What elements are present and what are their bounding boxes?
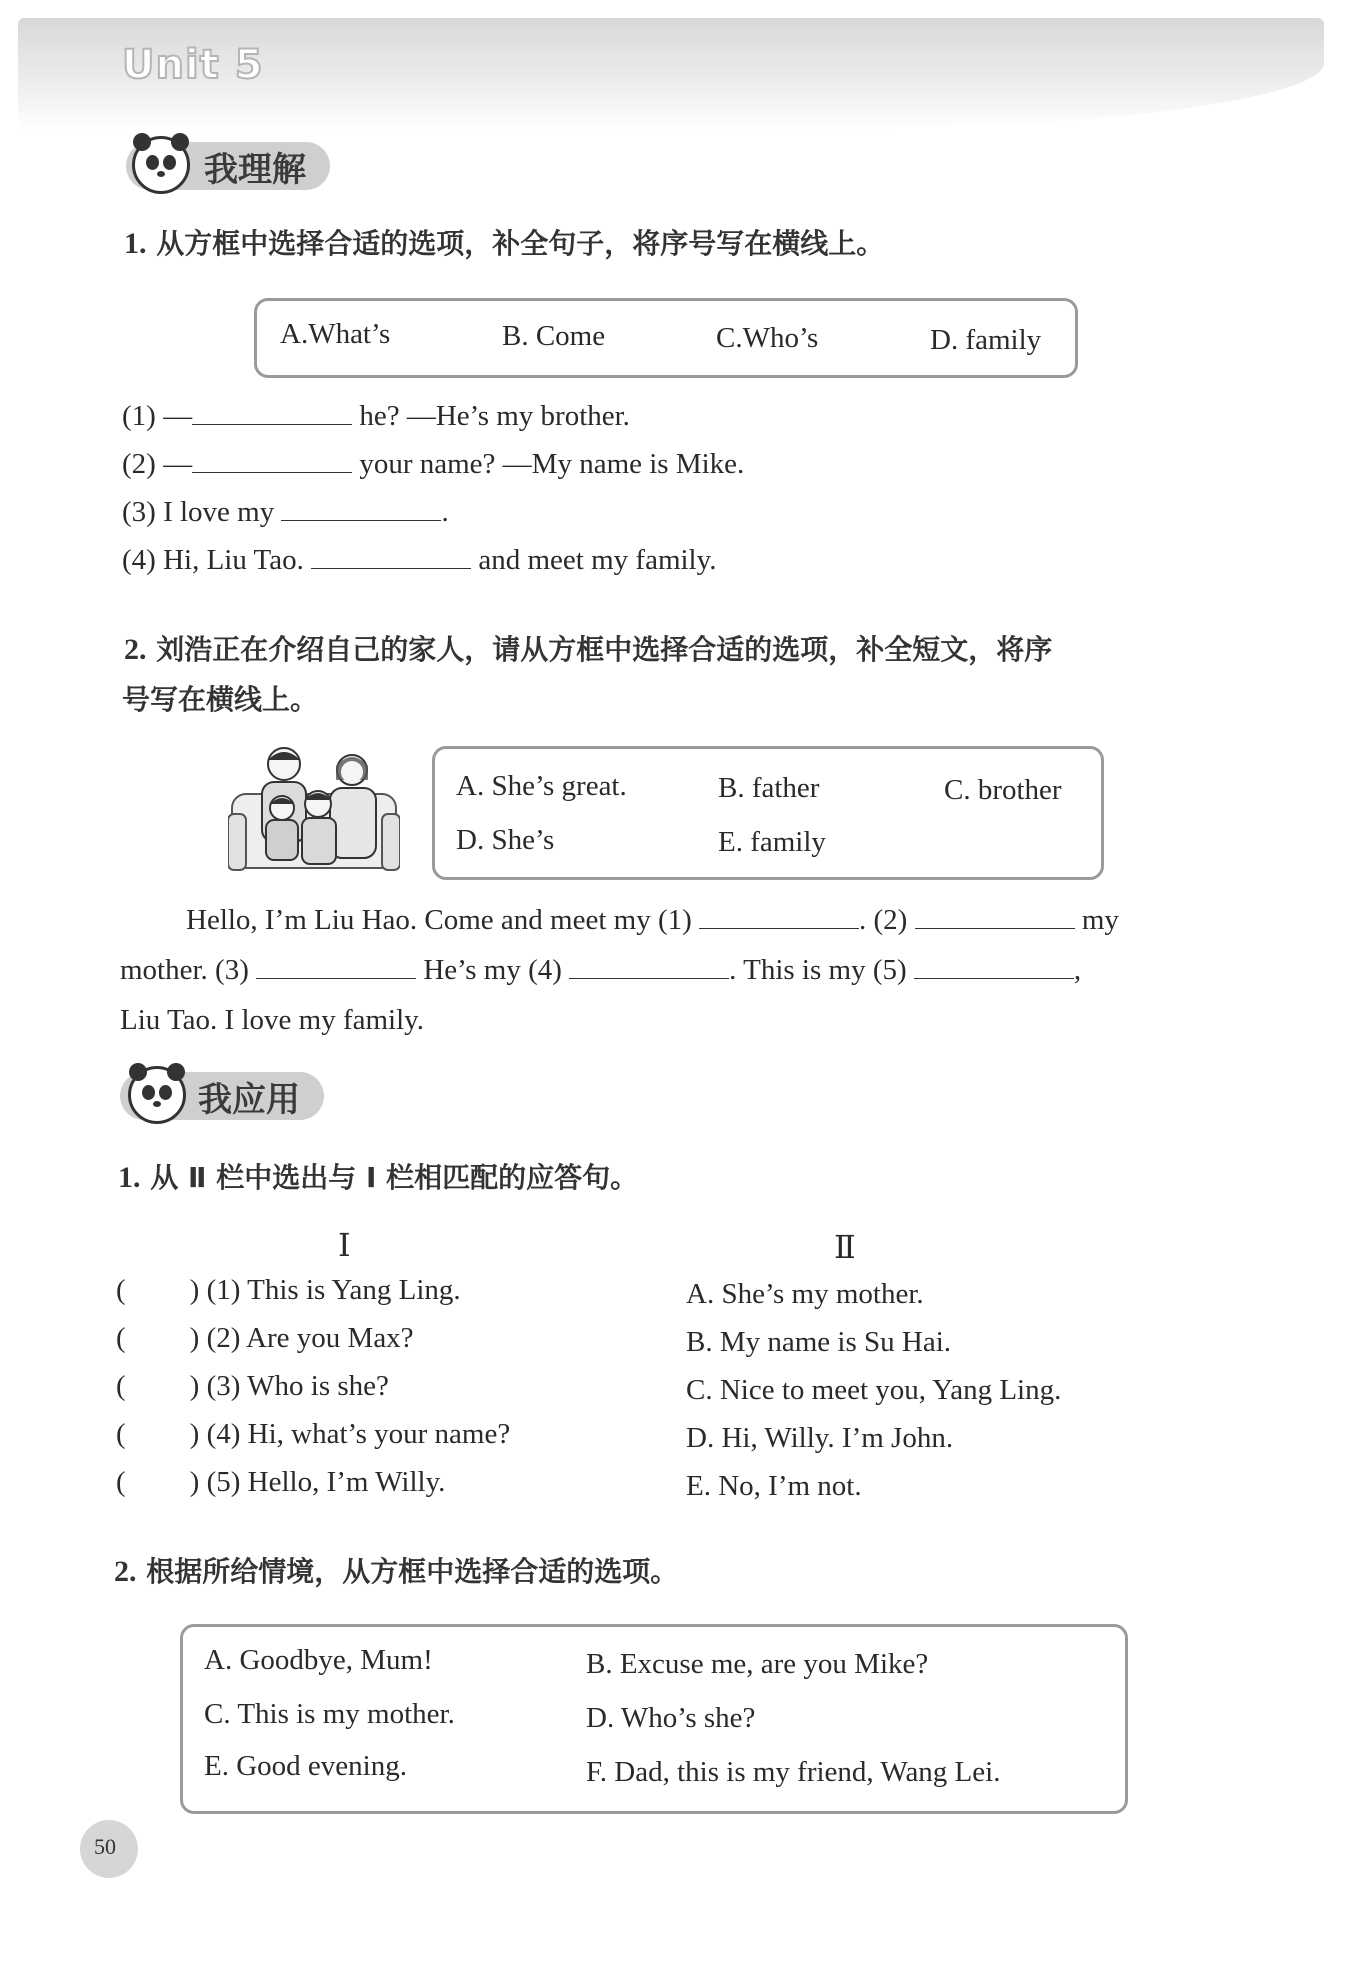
- section-tag-label: 我理解: [204, 149, 306, 190]
- option: A. Goodbye, Mum!: [204, 1644, 433, 1676]
- answer-blank[interactable]: [192, 450, 352, 473]
- question-instruction: 从方框中选择合适的选项，补全句子，将序号写在横线上。: [156, 227, 885, 260]
- fill-line-4: (4) Hi, Liu Tao. and meet my family.: [122, 544, 717, 576]
- page-number: 50: [94, 1834, 116, 1859]
- option: D. Who’s she?: [586, 1702, 756, 1734]
- question-number: 1.: [124, 227, 147, 260]
- answer-blank[interactable]: [281, 498, 441, 521]
- column-i-heading: Ⅰ: [338, 1227, 351, 1263]
- question-2-title: [124, 628, 1052, 668]
- passage-line-2: mother. (3) He’s my (4) . This is my (5) ,: [120, 954, 1082, 986]
- option: E. Good evening.: [204, 1750, 407, 1782]
- option: C. brother: [944, 774, 1062, 806]
- question-instruction: 从 Ⅱ 栏中选出与 Ⅰ 栏相匹配的应答句。: [150, 1161, 639, 1194]
- question-instruction: 刘浩正在介绍自己的家人，请从方框中选择合适的选项，补全短文，将序: [156, 633, 1053, 666]
- match-answer: B. My name is Su Hai.: [686, 1326, 952, 1358]
- section-tag-label: 我应用: [198, 1079, 300, 1120]
- question-2-title-cont: 号写在横线上。: [122, 683, 319, 716]
- unit-title: Unit 5: [122, 42, 264, 88]
- option: D. She’s: [456, 824, 555, 856]
- option: C.Who’s: [716, 322, 819, 354]
- answer-blank[interactable]: [569, 956, 729, 979]
- question-number: 2.: [124, 633, 147, 666]
- answer-blank[interactable]: [915, 906, 1075, 929]
- option: C. This is my mother.: [204, 1698, 455, 1730]
- panda-icon: [128, 1066, 186, 1124]
- answer-blank[interactable]: [256, 956, 416, 979]
- option: D. family: [930, 324, 1042, 356]
- match-answer: A. She’s my mother.: [686, 1278, 924, 1310]
- fill-line-1: (1) — he? —He’s my brother.: [122, 400, 630, 432]
- fill-line-2: (2) — your name? —My name is Mike.: [122, 448, 745, 480]
- fill-line-3: (3) I love my .: [122, 496, 449, 528]
- column-ii-heading: Ⅱ: [834, 1229, 856, 1265]
- question-instruction: 根据所给情境，从方框中选择合适的选项。: [146, 1555, 679, 1588]
- match-answer: D. Hi, Willy. I’m John.: [686, 1422, 954, 1454]
- match-row-2: ( ) (2) Are you Max?: [116, 1322, 414, 1354]
- option: E. family: [718, 826, 826, 858]
- passage-line-3: Liu Tao. I love my family.: [120, 1004, 425, 1036]
- panda-icon: [132, 136, 190, 194]
- question-1-title: [124, 222, 884, 262]
- option: A. She’s great.: [456, 770, 627, 802]
- match-answer: E. No, I’m not.: [686, 1470, 862, 1502]
- question-2-title: [114, 1550, 678, 1590]
- question-1-title: [118, 1156, 638, 1196]
- match-row-5: ( ) (5) Hello, I’m Willy.: [116, 1466, 446, 1498]
- option: B. Excuse me, are you Mike?: [586, 1648, 929, 1680]
- answer-blank[interactable]: [914, 956, 1074, 979]
- option: F. Dad, this is my friend, Wang Lei.: [586, 1756, 1001, 1788]
- passage-line-1: Hello, I’m Liu Hao. Come and meet my (1) . (2) my: [186, 904, 1119, 936]
- match-row-3: ( ) (3) Who is she?: [116, 1370, 389, 1402]
- option-box-2: [432, 746, 1104, 880]
- answer-blank[interactable]: [699, 906, 859, 929]
- answer-blank[interactable]: [192, 402, 352, 425]
- answer-blank[interactable]: [311, 546, 471, 569]
- match-row-4: ( ) (4) Hi, what’s your name?: [116, 1418, 511, 1450]
- question-number: 1.: [118, 1161, 141, 1194]
- match-row-1: ( ) (1) This is Yang Ling.: [116, 1274, 461, 1306]
- family-illustration: [228, 744, 400, 876]
- option: A.What’s: [280, 318, 391, 350]
- match-answer: C. Nice to meet you, Yang Ling.: [686, 1374, 1062, 1406]
- question-number: 2.: [114, 1555, 137, 1588]
- option: B. father: [718, 772, 820, 804]
- option: B. Come: [502, 320, 606, 352]
